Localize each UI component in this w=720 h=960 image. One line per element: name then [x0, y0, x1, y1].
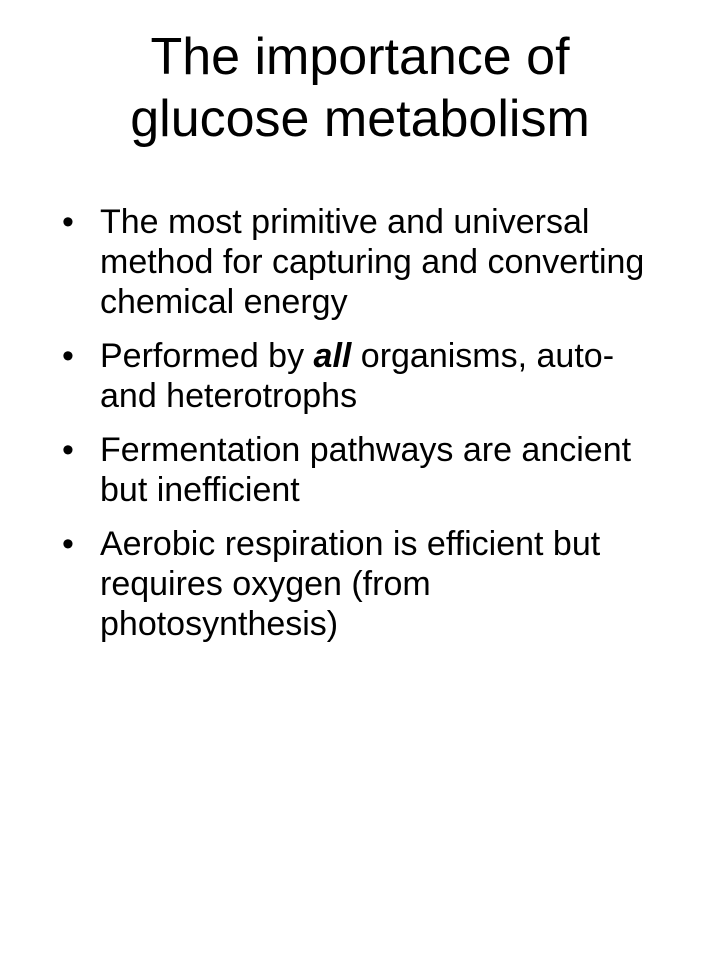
- bullet-item: [62, 336, 672, 416]
- bullet-dot-icon: •: [62, 431, 74, 469]
- bullet-item: [62, 430, 672, 510]
- bullet-emphasis: all: [313, 337, 352, 375]
- slide-title-line-2: glucose metabolism: [130, 90, 590, 148]
- bullet-dot-icon: •: [62, 525, 74, 563]
- bullet-text-before: Performed by: [100, 337, 314, 375]
- bullet-dot-icon: •: [62, 203, 74, 241]
- bullet-text: Fermentation pathways are ancient but inefficient: [100, 431, 632, 509]
- bullet-text: The most primitive and universal method for capturing and converting chemical energy: [100, 203, 645, 321]
- bullet-dot-icon: •: [62, 337, 74, 375]
- bullet-list: [62, 202, 672, 658]
- bullet-item: [62, 524, 672, 644]
- bullet-text-after: organisms, auto- and heterotrophs: [100, 337, 615, 415]
- slide-title-line-1: The importance of: [150, 28, 570, 86]
- bullet-text: Aerobic respiration is efficient but requires oxygen (from photosynthesis): [100, 525, 601, 643]
- slide-title: [40, 26, 680, 150]
- bullet-item: [62, 202, 672, 322]
